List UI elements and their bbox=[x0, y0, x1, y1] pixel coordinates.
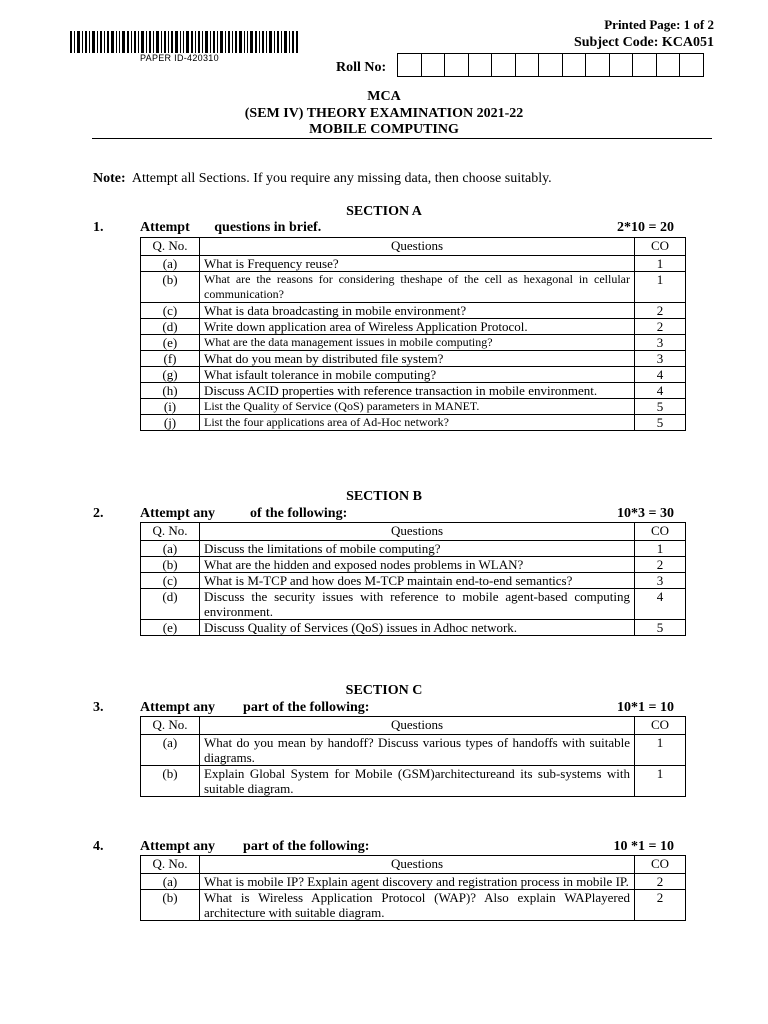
question-text: Discuss Quality of Services (QoS) issues in Adhoc network. bbox=[200, 620, 635, 636]
question-id: (d) bbox=[141, 589, 200, 620]
table-row bbox=[141, 272, 686, 303]
questions-table bbox=[140, 855, 686, 921]
exam-title: (SEM IV) THEORY EXAMINATION 2021-22 bbox=[244, 106, 524, 121]
question-text: What is data broadcasting in mobile environment? bbox=[200, 303, 635, 319]
questions-table bbox=[140, 716, 686, 797]
printed-page bbox=[604, 17, 714, 33]
question-id: (a) bbox=[141, 735, 200, 766]
note bbox=[93, 171, 552, 187]
question-id: (b) bbox=[141, 766, 200, 797]
column-header-qno: Q. No. bbox=[141, 856, 200, 874]
question-text: What is M-TCP and how does M-TCP maintain end-to-end semantics? bbox=[200, 573, 635, 589]
table-header-row bbox=[141, 523, 686, 541]
question-number: 1. bbox=[93, 220, 104, 235]
table-row bbox=[141, 319, 686, 335]
question-id: (c) bbox=[141, 573, 200, 589]
course-outcome: 4 bbox=[635, 367, 686, 383]
printed-page-value: 1 of 2 bbox=[683, 17, 714, 32]
section-instruction: Attempt questions in brief. bbox=[140, 220, 322, 235]
printed-page-label: Printed Page: bbox=[604, 17, 681, 32]
table-row bbox=[141, 557, 686, 573]
section-instruction: Attempt any of the following: bbox=[140, 506, 348, 521]
subject-code-value: KCA051 bbox=[661, 35, 714, 50]
roll-no-box[interactable] bbox=[422, 53, 446, 77]
question-text: Discuss ACID properties with reference transaction in mobile environment. bbox=[200, 383, 635, 399]
column-header-qno: Q. No. bbox=[141, 717, 200, 735]
roll-no-box[interactable] bbox=[469, 53, 493, 77]
question-number: 2. bbox=[93, 506, 104, 521]
question-text: What is mobile IP? Explain agent discovery and registration process in mobile IP. bbox=[200, 874, 635, 890]
course-outcome: 2 bbox=[635, 874, 686, 890]
section-marks: 2*10 = 20 bbox=[617, 220, 674, 235]
course-outcome: 2 bbox=[635, 557, 686, 573]
table-row bbox=[141, 367, 686, 383]
paper-id: PAPER ID-420310 bbox=[140, 53, 219, 63]
section-title: SECTION A bbox=[346, 204, 422, 219]
question-text: What do you mean by distributed file system? bbox=[200, 351, 635, 367]
question-text: List the Quality of Service (QoS) parameters in MANET. bbox=[200, 399, 635, 415]
course-outcome: 3 bbox=[635, 351, 686, 367]
column-header-co: CO bbox=[635, 523, 686, 541]
course-outcome: 4 bbox=[635, 383, 686, 399]
question-text: What is Frequency reuse? bbox=[200, 256, 635, 272]
question-id: (a) bbox=[141, 874, 200, 890]
question-id: (b) bbox=[141, 272, 200, 303]
roll-no-box[interactable] bbox=[492, 53, 516, 77]
roll-no-boxes[interactable] bbox=[397, 53, 704, 77]
roll-no-box[interactable] bbox=[633, 53, 657, 77]
question-id: (e) bbox=[141, 620, 200, 636]
table-row bbox=[141, 874, 686, 890]
column-header-questions: Questions bbox=[200, 238, 635, 256]
table-row bbox=[141, 735, 686, 766]
question-text: What do you mean by handoff? Discuss various types of handoffs with suitable diagrams. bbox=[200, 735, 635, 766]
roll-no-box[interactable] bbox=[563, 53, 587, 77]
program-title: MCA bbox=[367, 89, 401, 104]
course-outcome: 1 bbox=[635, 272, 686, 303]
column-header-questions: Questions bbox=[200, 523, 635, 541]
section-marks: 10*1 = 10 bbox=[617, 700, 674, 715]
table-row bbox=[141, 766, 686, 797]
section-title: SECTION C bbox=[345, 683, 423, 698]
course-outcome: 5 bbox=[635, 399, 686, 415]
question-text: What is Wireless Application Protocol (WAP)? Also explain WAPlayered architecture with suitable diagram. bbox=[200, 890, 635, 921]
question-id: (i) bbox=[141, 399, 200, 415]
column-header-questions: Questions bbox=[200, 856, 635, 874]
question-text: Discuss the security issues with reference to mobile agent-based computing environment. bbox=[200, 589, 635, 620]
table-header-row bbox=[141, 238, 686, 256]
section-title: SECTION B bbox=[346, 489, 422, 504]
questions-table bbox=[140, 522, 686, 636]
course-outcome: 1 bbox=[635, 541, 686, 557]
table-row bbox=[141, 256, 686, 272]
section-marks: 10*3 = 30 bbox=[617, 506, 674, 521]
subject-title: MOBILE COMPUTING bbox=[309, 122, 459, 137]
question-text: List the four applications area of Ad-Hoc network? bbox=[200, 415, 635, 431]
question-text: What are the reasons for considering theshape of the cell as hexagonal in cellular communication? bbox=[200, 272, 635, 303]
question-text: What are the data management issues in mobile computing? bbox=[200, 335, 635, 351]
note-text: Attempt all Sections. If you require any missing data, then choose suitably. bbox=[131, 171, 552, 186]
question-id: (h) bbox=[141, 383, 200, 399]
question-number: 4. bbox=[93, 839, 104, 854]
course-outcome: 5 bbox=[635, 415, 686, 431]
table-row bbox=[141, 399, 686, 415]
question-id: (a) bbox=[141, 541, 200, 557]
table-row bbox=[141, 589, 686, 620]
question-id: (b) bbox=[141, 557, 200, 573]
table-row bbox=[141, 335, 686, 351]
column-header-co: CO bbox=[635, 238, 686, 256]
column-header-qno: Q. No. bbox=[141, 238, 200, 256]
table-row bbox=[141, 383, 686, 399]
section-instruction: Attempt any part of the following: bbox=[140, 839, 370, 854]
roll-no-box[interactable] bbox=[657, 53, 681, 77]
table-header-row bbox=[141, 856, 686, 874]
note-label: Note: bbox=[93, 171, 126, 186]
header-divider bbox=[92, 138, 712, 139]
section-instruction: Attempt any part of the following: bbox=[140, 700, 370, 715]
question-text: What are the hidden and exposed nodes problems in WLAN? bbox=[200, 557, 635, 573]
roll-no-box[interactable] bbox=[610, 53, 634, 77]
table-row bbox=[141, 573, 686, 589]
table-row bbox=[141, 415, 686, 431]
table-row bbox=[141, 303, 686, 319]
table-row bbox=[141, 351, 686, 367]
roll-no-box[interactable] bbox=[586, 53, 610, 77]
course-outcome: 2 bbox=[635, 890, 686, 921]
questions-table bbox=[140, 237, 686, 431]
table-row bbox=[141, 890, 686, 921]
table-header-row bbox=[141, 717, 686, 735]
column-header-questions: Questions bbox=[200, 717, 635, 735]
course-outcome: 1 bbox=[635, 735, 686, 766]
question-number: 3. bbox=[93, 700, 104, 715]
question-id: (f) bbox=[141, 351, 200, 367]
question-id: (b) bbox=[141, 890, 200, 921]
roll-no-label: Roll No: bbox=[336, 60, 387, 75]
course-outcome: 1 bbox=[635, 256, 686, 272]
question-text: What isfault tolerance in mobile computing? bbox=[200, 367, 635, 383]
subject-code-label: Subject Code: bbox=[573, 35, 659, 50]
barcode-image bbox=[70, 31, 298, 53]
course-outcome: 5 bbox=[635, 620, 686, 636]
roll-no-box[interactable] bbox=[398, 53, 422, 77]
course-outcome: 1 bbox=[635, 766, 686, 797]
course-outcome: 2 bbox=[635, 303, 686, 319]
table-row bbox=[141, 620, 686, 636]
column-header-qno: Q. No. bbox=[141, 523, 200, 541]
question-text: Explain Global System for Mobile (GSM)architectureand its sub-systems with suitable diagram. bbox=[200, 766, 635, 797]
question-id: (c) bbox=[141, 303, 200, 319]
question-id: (j) bbox=[141, 415, 200, 431]
course-outcome: 2 bbox=[635, 319, 686, 335]
roll-no-box[interactable] bbox=[445, 53, 469, 77]
roll-no-box[interactable] bbox=[539, 53, 563, 77]
question-id: (g) bbox=[141, 367, 200, 383]
question-id: (d) bbox=[141, 319, 200, 335]
question-id: (a) bbox=[141, 256, 200, 272]
course-outcome: 3 bbox=[635, 335, 686, 351]
column-header-co: CO bbox=[635, 717, 686, 735]
column-header-co: CO bbox=[635, 856, 686, 874]
table-row bbox=[141, 541, 686, 557]
question-text: Discuss the limitations of mobile computing? bbox=[200, 541, 635, 557]
roll-no-box[interactable] bbox=[516, 53, 540, 77]
subject-code bbox=[574, 35, 714, 51]
course-outcome: 4 bbox=[635, 589, 686, 620]
question-text: Write down application area of Wireless Application Protocol. bbox=[200, 319, 635, 335]
course-outcome: 3 bbox=[635, 573, 686, 589]
question-id: (e) bbox=[141, 335, 200, 351]
section-marks: 10 *1 = 10 bbox=[613, 839, 674, 854]
roll-no-box[interactable] bbox=[680, 53, 704, 77]
